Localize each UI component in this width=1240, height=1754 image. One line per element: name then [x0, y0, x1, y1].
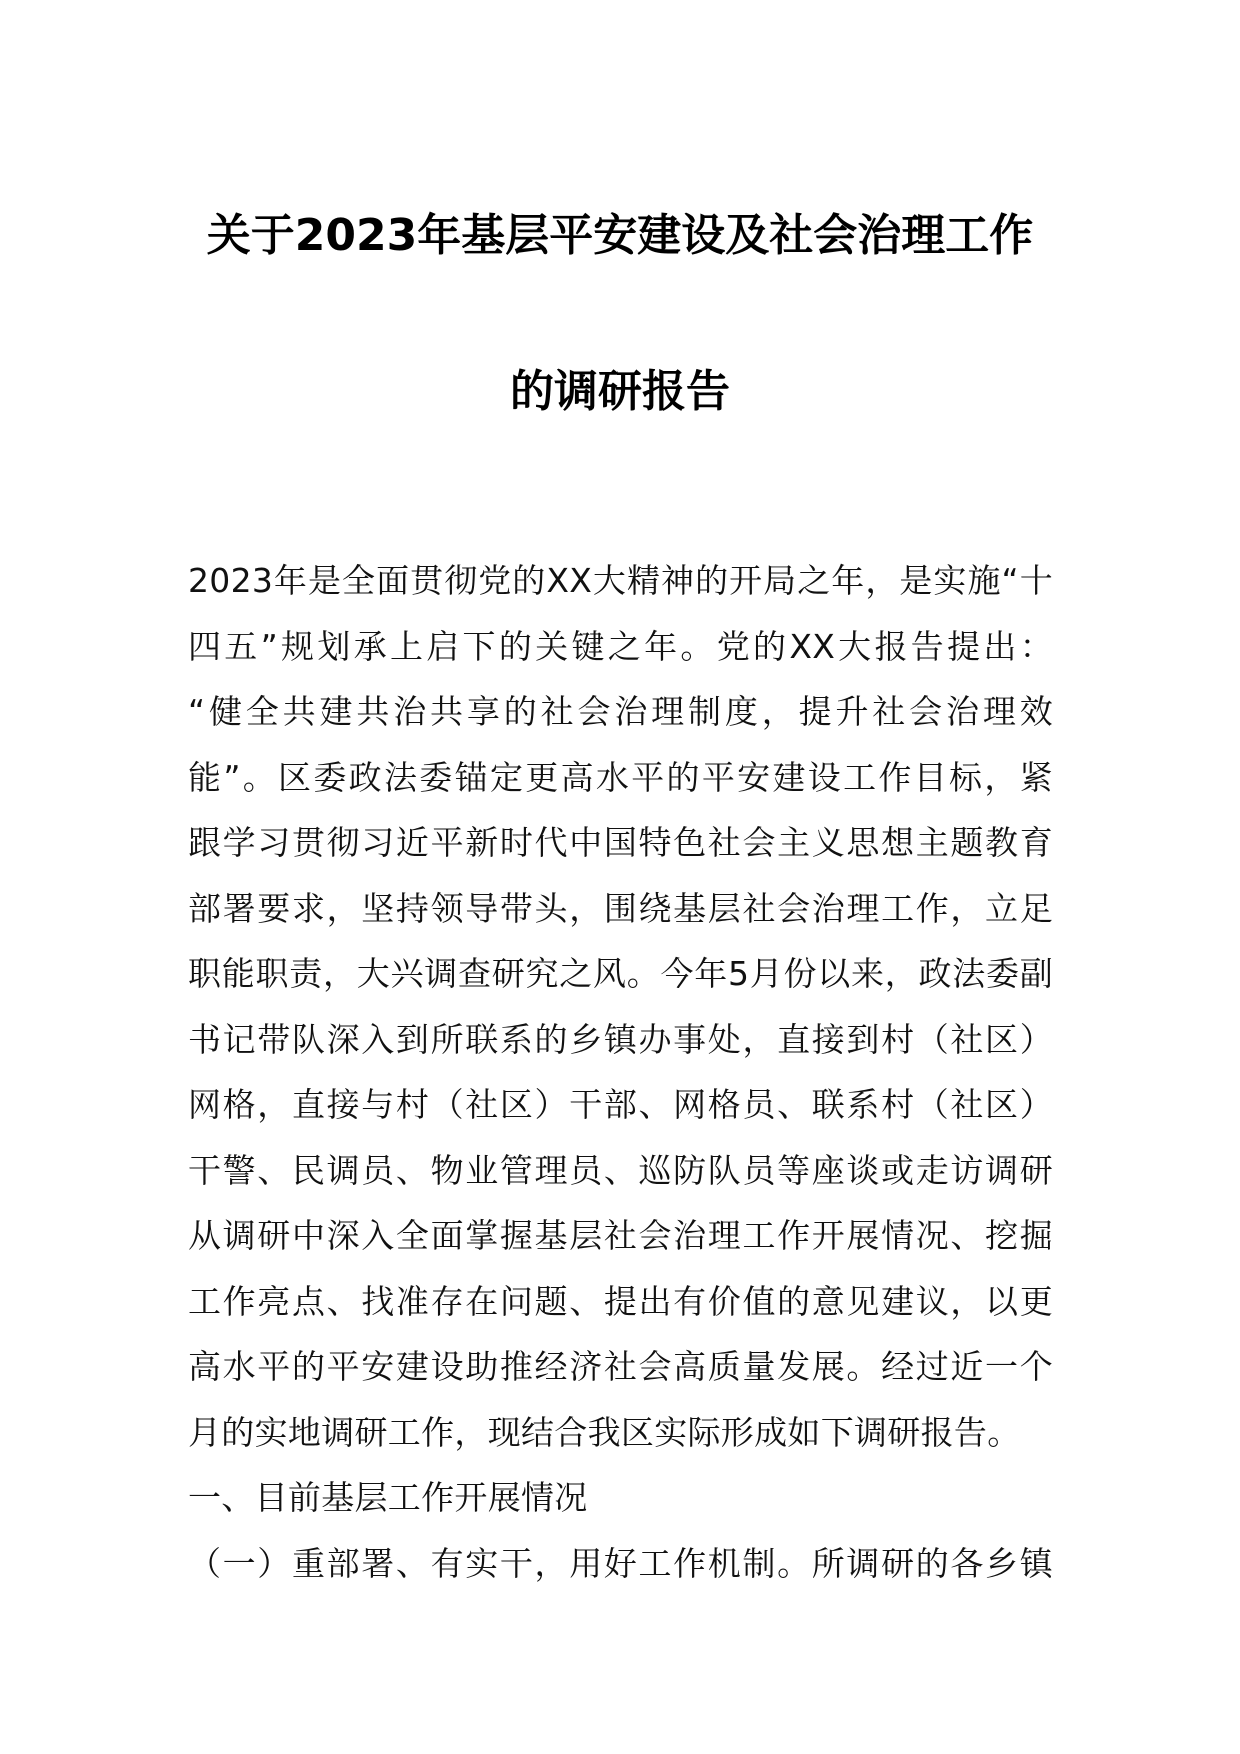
body-line: 书记带队深入到所联系的乡镇办事处，直接到村（社区） — [188, 1019, 1053, 1059]
section-heading: 一、目前基层工作开展情况 — [188, 1478, 588, 1517]
body-line: 跟学习贯彻习近平新时代中国特色社会主义思想主题教育 — [188, 823, 1053, 862]
document-title-line-1: 关于2023年基层平安建设及社会治理工作 — [206, 210, 1034, 261]
subsection-line: （一）重部署、有实干，用好工作机制。所调研的各乡镇 — [188, 1543, 1053, 1583]
body-line: 高水平的平安建设助推经济社会高质量发展。经过近一个 — [188, 1347, 1053, 1386]
body-line: “健全共建共治共享的社会治理制度，提升社会治理效 — [188, 692, 1053, 731]
body-line: 四五”规划承上启下的关键之年。党的XX大报告提出： — [188, 626, 1053, 666]
body-line: 网格，直接与村（社区）干部、网格员、联系村（社区） — [188, 1085, 1053, 1124]
document-body — [188, 548, 1053, 1596]
body-line: 干警、民调员、物业管理员、巡防队员等座谈或走访调研 — [188, 1150, 1053, 1190]
document-title-line-2: 的调研报告 — [510, 366, 730, 417]
body-line: 工作亮点、找准存在问题、提出有价值的意见建议，以更 — [188, 1281, 1053, 1321]
body-line: 职能职责，大兴调查研究之风。今年5月份以来，政法委副 — [188, 954, 1053, 993]
body-line-paragraph-end: 月的实地调研工作，现结合我区实际形成如下调研报告。 — [188, 1412, 1021, 1452]
body-line: 部署要求，坚持领导带头，围绕基层社会治理工作，立足 — [188, 888, 1053, 928]
body-line: 2023年是全面贯彻党的XX大精神的开局之年，是实施“十 — [188, 561, 1053, 600]
body-line: 从调研中深入全面掌握基层社会治理工作开展情况、挖掘 — [188, 1216, 1053, 1255]
body-line: 能”。区委政法委锚定更高水平的平安建设工作目标，紧 — [188, 757, 1053, 797]
